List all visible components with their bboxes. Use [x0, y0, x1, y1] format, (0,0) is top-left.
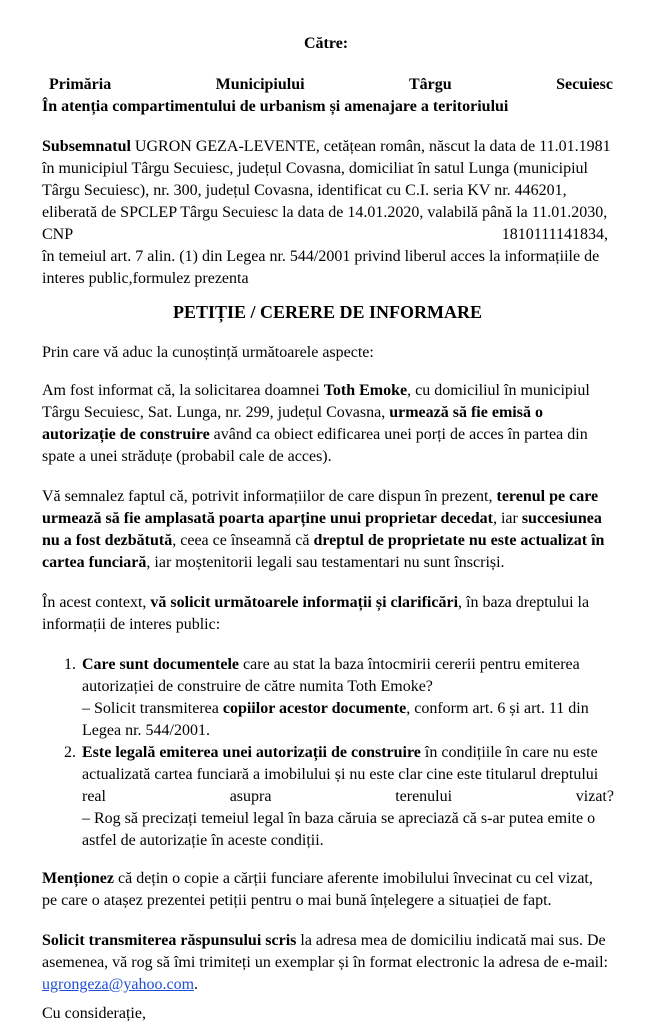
paragraph-informat: Am fost informat că, la solicitarea doamnei Toth Emoke, cu domiciliul în municipiul	[42, 382, 590, 399]
paragraph-semnalez: Vă semnalez faptul că, potrivit informațiilor de care dispun în prezent, terenul pe care	[42, 488, 599, 505]
intro-line: interes public,formulez prezenta	[42, 270, 249, 287]
document-title: PETIȚIE / CERERE DE INFORMARE	[173, 302, 483, 322]
intro-line: Târgu Secuiesc), nr. 300, județul Covasna, identificat cu C.I. seria KV nr. 446201,	[42, 182, 567, 199]
recipient-label: Către:	[304, 35, 349, 52]
institution-word: Municipiului	[215, 76, 305, 93]
list-item: Care sunt documentele care au stat la baza întocmirii cererii pentru emiterea	[82, 656, 580, 673]
intro-line: în municipiul Târgu Secuiesc, județul Covasna, domiciliat în satul Lunga (municipiul	[42, 160, 588, 177]
intro-paragraph-line: Subsemnatul UGRON GEZA-LEVENTE, cetățean român, născut la data de 11.01.1981	[42, 138, 611, 155]
institution-word: Secuiesc	[556, 76, 613, 93]
cnp-value: 1810111141834,	[501, 226, 608, 243]
closing-line: Cu considerație,	[42, 1005, 146, 1022]
subsemnatul-label: Subsemnatul	[42, 138, 131, 155]
paragraph-context: În acest context, vă solicit următoarele informații și clarificări, în baza dreptului la	[42, 594, 590, 611]
intro-line: eliberată de SPCLEP Târgu Secuiesc la data de 14.01.2020, valabilă până la 11.01.2030,	[42, 204, 608, 221]
institution-word: Primăria	[49, 76, 112, 93]
email-link[interactable]: ugrongeza@yahoo.com	[42, 976, 195, 993]
list-number: 2.	[64, 744, 76, 761]
paragraph-aduc: Prin care vă aduc la cunoștință următoarele aspecte:	[42, 344, 374, 361]
paragraph-mentionez: Menționez că dețin o copie a cărții funciare aferente imobilului învecinat cu cel vizat,	[42, 870, 593, 887]
intro-line: în temeiul art. 7 alin. (1) din Legea nr. 544/2001 privind liberul acces la informațiile de	[42, 248, 600, 265]
document-page: Către: Primăria Municipiului Târgu Secuiesc În atenția compartimentului de urbanism și amenajare a teritoriului Subsemnatul UGRON GEZA-LEVENTE, cetățean român, născut la data de 11.01.1981 în municipiul Târgu Secuiesc, județul Covasna, domiciliat în satul Lunga (municipiul Târgu Secuiesc), nr. 300, județul Covasna, identificat cu C.I. seria KV nr. 446201, eliberată de SPCLEP Târgu Secuiesc la data de 14.01.2020, valabilă până la 11.01.2030, CNP 1810111141834, în temeiul art. 7 alin. (1) din Legea nr. 544/2001 privind liberul acces la informațiile de interes public,formulez prezenta PETIȚIE / CERERE DE INFORMARE Prin care vă aduc la cunoștință următoarele aspecte: Am fost informat că, la solicitarea doamnei Toth Emoke, cu domiciliul în municipiul Târgu Secuiesc, Sat. Lunga, nr. 299, județul Covasna, urmează să fie emisă o autorizație de construire având ca obiect edificarea unei porți de acces în partea din spate a unei străduțe (probabil cale de acces). Vă semnalez faptul că, potrivit informațiilor de care dispun în prezent, terenul pe care urmează să fie amplasată poarta aparține unui proprietar decedat, iar succesiunea nu a fost dezbătută, ceea ce înseamnă că dreptul de proprietate nu este actualizat în cartea funciară, iar moștenitorii legali sau testamentari nu sunt înscriși. În acest context, vă solicit următoarele informații și clarificări, în baza dreptului la informații de interes public: 1. Care sunt documentele care au stat la baza întocmirii cererii pentru emiterea autorizației de construire de către numita Toth Emoke? – Solicit transmiterea copiilor acestor documente, conform art. 6 și art. 11 din Legea nr. 544/2001. 2. Este legală emiterea unei autorizații de construire în condițiile în care nu este actualizată cartea funciară a imobilului și nu este clar cine este titularul dreptului real asupra terenului vizat? – Rog să precizați temeiul legal în baza căruia se apreciază că s-ar putea emite o astfel de autorizație în aceste condiții. Menționez că dețin o copie a cărții funciare aferente imobilului învecinat cu cel vizat, pe care o atașez prezentei petiții pentru o mai bună înțelegere a situației de fapt. Solicit transmiterea răspunsului scris la adresa mea de domiciliu indicată mai sus. De asemenea, vă rog să îmi trimiteți un exemplar și în format electronic la adresa de e-mail: ugrongeza@yahoo.com. Cu considerație,	[42, 35, 614, 1022]
paragraph-solicit: Solicit transmiterea răspunsului scris la adresa mea de domiciliu indicată mai sus. De	[42, 932, 606, 949]
institution-word: Târgu	[409, 76, 452, 93]
attention-line: În atenția compartimentului de urbanism și amenajare a teritoriului	[42, 98, 509, 115]
cnp-label: CNP	[42, 226, 74, 243]
list-number: 1.	[64, 656, 76, 673]
list-item: Este legală emiterea unei autorizații de construire în condițiile în care nu este	[82, 744, 598, 761]
institution-line	[49, 74, 613, 96]
